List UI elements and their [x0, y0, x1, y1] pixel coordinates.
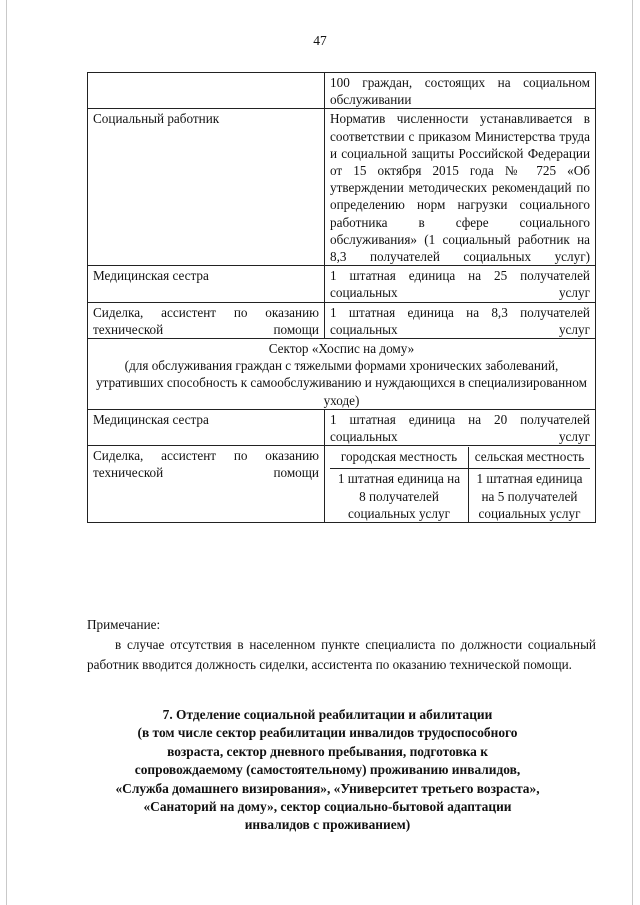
table-row-split — [88, 446, 596, 523]
table-row — [88, 109, 596, 266]
table-row — [88, 302, 596, 338]
split-cell — [325, 446, 596, 523]
page-number: 47 — [313, 33, 327, 48]
heading-line: (в том числе сектор реабилитации инвалидов трудоспособного — [137, 725, 518, 741]
section-title: Сектор «Хоспис на дому» — [268, 341, 415, 357]
section-subtitle: (для обслуживания граждан с тяжелыми формами хронических заболеваний, утративших способность к самообслуживанию и нуждающихся в специализированном уходе) — [96, 358, 587, 408]
heading-line: возраста, сектор дневного пребывания, подготовка к — [167, 743, 488, 759]
heading-line: инвалидов с проживанием) — [244, 817, 411, 833]
heading-line: «Служба домашнего визирования», «Университет третьего возраста», — [115, 780, 540, 796]
rural-header: сельская местность — [469, 447, 591, 469]
table-cell-left: Сиделка, ассистент по оказанию технической помощи — [88, 446, 325, 523]
heading-line: «Санаторий на дому», сектор социально-бытовой адаптации — [143, 799, 512, 815]
urban-value: 1 штатная единица на 8 получателей социальных услуг — [330, 469, 469, 522]
table-row — [88, 409, 596, 445]
scan-right-edge — [632, 0, 633, 905]
staffing-table — [87, 72, 596, 523]
section-row — [88, 339, 596, 410]
table-cell-right: Норматив численности устанавливается в соответствии с приказом Министерства труда и социальной защиты Российской Федерации от 15 октября 2015 года № 725 «Об утверждении методических рекомендаций по определению норм нагрузки социального работника в сфере социального обслуживания» (1 социальный работник на 8,3 получателей социальных услуг) — [325, 109, 596, 266]
table-cell-left — [88, 73, 325, 109]
heading-line: 7. Отделение социальной реабилитации и абилитации — [162, 707, 493, 722]
table-cell-right: 1 штатная единица на 20 получателей социальных услуг — [325, 409, 596, 445]
heading-line: сопровождаемому (самостоятельному) проживанию инвалидов, — [134, 762, 521, 778]
table-cell-left: Медицинская сестра — [88, 266, 325, 302]
scan-left-edge — [6, 0, 7, 905]
note-label: Примечание: — [87, 617, 161, 632]
table-cell-left: Сиделка, ассистент по оказанию технической помощи — [88, 302, 325, 338]
table-cell-right: 100 граждан, состоящих на социальном обслуживании — [325, 73, 596, 109]
table-cell-left: Медицинская сестра — [88, 409, 325, 445]
table-cell-right: 1 штатная единица на 8,3 получателей социальных услуг — [325, 302, 596, 338]
note-text: в случае отсутствия в населенном пункте специалиста по должности социальный работник вводится должность сиделки, ассистента по оказанию технической помощи. — [87, 637, 596, 672]
split-subtable — [330, 447, 590, 522]
table-cell-right: 1 штатная единица на 25 получателей социальных услуг — [325, 266, 596, 302]
table-row — [88, 266, 596, 302]
section-heading — [60, 706, 595, 835]
section-cell — [88, 339, 596, 410]
table-row — [88, 73, 596, 109]
table-cell-left: Социальный работник — [88, 109, 325, 266]
urban-header: городская местность — [330, 447, 469, 469]
rural-value: 1 штатная единица на 5 получателей социальных услуг — [476, 471, 583, 521]
